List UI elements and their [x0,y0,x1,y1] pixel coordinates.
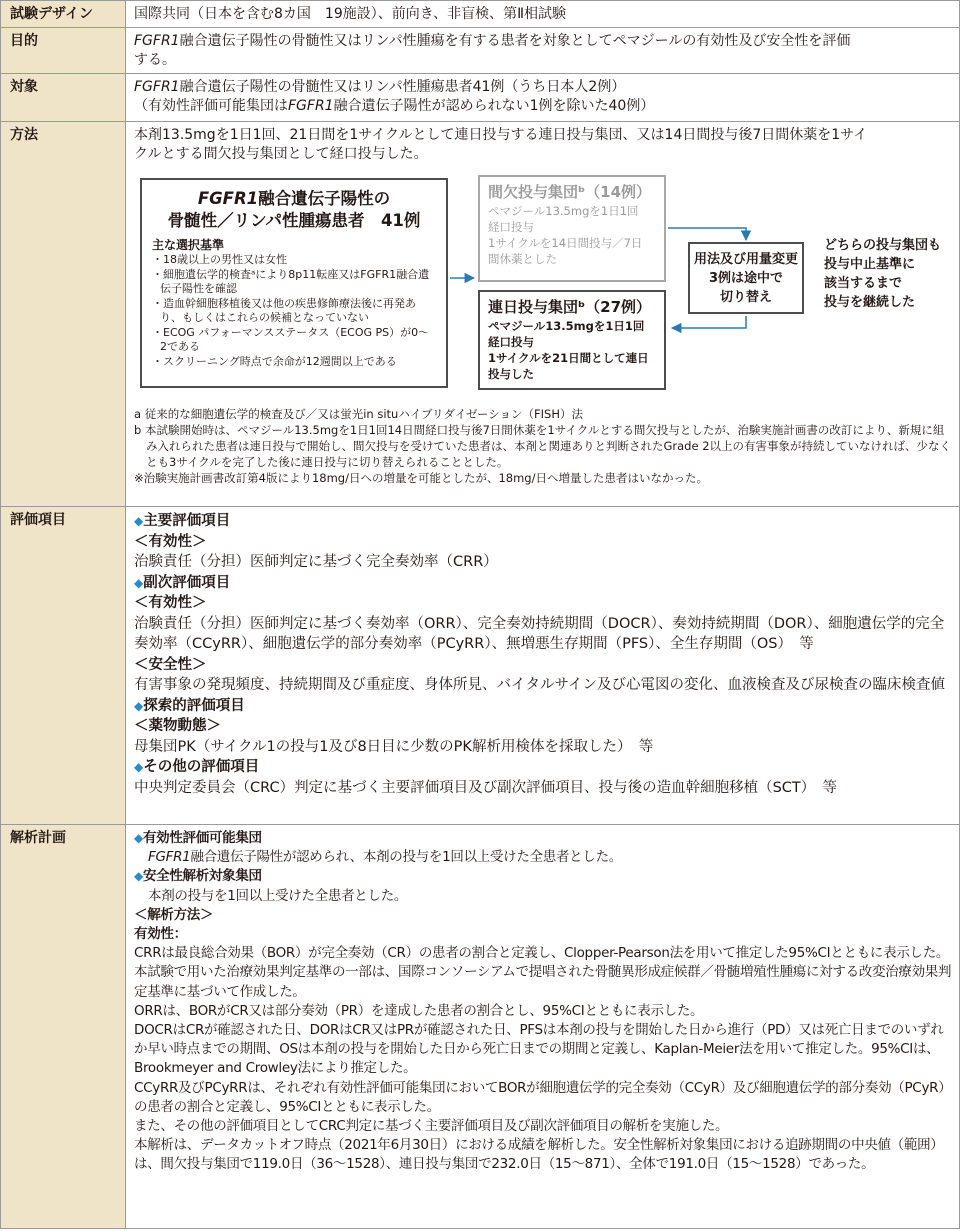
row-purpose [0,28,960,74]
switch-line: 切り替え [719,290,772,305]
population-title: 骨髄性／リンパ性腫瘍患者 41例 [167,211,421,230]
section-heading: 副次評価項目 [143,574,231,591]
subjects-line: 融合遺伝子陽性の骨髄性又はリンパ性腫瘍患者41例（うち日本人2例） [179,79,626,95]
endpoint-text: 治験責任（分担）医師判定に基づく完全奏効率（CRR） [134,554,498,570]
endpoints-content [126,507,960,824]
row-subjects [0,74,960,122]
design-text: 国際共同（日本を含む8カ国 19施設）、前向き、非盲検、第Ⅱ相試験 [126,1,960,27]
diamond-icon: ◆ [134,760,144,774]
population-text: 本剤の投与を1回以上受けた全患者とした。 [148,887,408,904]
row-label: 方法 [0,122,126,506]
group-line: ペマジール13.5mgを1日1回 [488,319,645,333]
analysis-paragraph: 本解析は、データカットオフ時点（2021年6月30日）における成績を解析した。安全性解析対象集団における追跡期間の中央値（範囲）は、間欠投与集団で119.0日（36～1528）、連日投与集団で232.0日（15～871）、全体で191.0日（15～1528）であった。 [134,1137,944,1173]
group-line: 1サイクルを14日間投与／7日 [488,236,643,250]
group-line: 間休薬とした [488,252,557,266]
footnotes [134,406,953,486]
sub-heading: 有効性： [134,926,187,943]
intermittent-group-box [478,175,666,282]
diamond-icon: ◆ [134,869,143,884]
criteria-item: ・造血幹細胞移植後又は他の疾患修飾療法後に再発あり、もしくはこれらの候補となっていない [152,296,416,324]
row-design [0,1,960,28]
criteria-list [152,253,436,369]
group-line: 投与した [488,367,534,381]
purpose-line: する。 [134,52,176,68]
continuous-group-box [478,290,666,390]
note-line: 投与中止基準に [824,257,916,272]
arrow-to-continuous [672,316,746,328]
gene-name: FGFR1 [288,98,334,114]
section-heading: その他の評価項目 [143,759,260,775]
patient-population-box [140,178,448,388]
note-line: 該当するまで [824,276,903,291]
note-line: 投与を継続した [824,295,916,310]
row-label: 目的 [0,28,126,73]
criteria-item: ・スクリーニング時点で余命が12週間以上である [152,354,397,368]
criteria-item: ・細胞遺伝学的検査ᵃにより8p11転座又はFGFR1融合遺伝子陽性を確認 [152,267,430,295]
arrow-to-switch [668,228,746,240]
criteria-heading: 主な選択基準 [152,238,225,252]
sub-heading: ＜安全性＞ [134,656,207,673]
group-line: ペマジール13.5mgを1日1回 [488,204,639,218]
analysis-paragraph: CRRは最良総合効果（BOR）が完全奏効（CR）の患者の割合と定義し、Clopper-Pearson法を用いて推定した95%CIとともに表示した。本試験で用いた治療効果判定基準の一部は、国際コンソーシアムで提唱された骨髄異形成症候群／骨髄増殖性腫瘍に対する改変治療効果判定基準に基づいて作成した。 [134,945,952,1000]
sub-heading: ＜有効性＞ [134,533,207,550]
sub-heading: ＜有効性＞ [134,595,207,611]
subjects-text [126,74,960,121]
gene-name: FGFR1 [197,189,259,208]
population-title [152,188,436,210]
analysis-paragraph: ORRは、BORがCR又は部分奏効（PR）を達成した患者の割合とし、95%CIとともに表示した。 [134,1002,704,1019]
gene-name: FGFR1 [148,849,191,866]
row-label: 試験デザイン [0,1,126,27]
purpose-text [126,28,960,73]
row-analysis [0,825,960,1229]
study-flow-diagram [134,174,953,402]
row-method [0,122,960,507]
title-line: 融合遺伝子陽性の [258,189,391,208]
section-heading: 主要評価項目 [143,513,231,529]
gene-name: FGFR1 [134,79,180,95]
subjects-line: 融合遺伝子陽性が認められない1例を除いた40例） [333,98,655,114]
method-line: 本剤13.5mgを1日1回、21日間を1サイクルとして連日投与する連日投与集団、又は14日間投与後7日間休薬を1サイ [134,127,868,143]
analysis-paragraph: また、その他の評価項目としてCRC判定に基づく主要評価項目及び副次評価項目の解析を実施した。 [134,1118,729,1135]
analysis-content [126,825,960,1228]
footnote-star: ※治験実施計画書改訂第4版により18mg/日への増量を可能としたが、18mg/日へ増量した患者はいなかった。 [134,471,708,485]
diamond-icon: ◆ [134,831,143,845]
section-heading: 有効性評価可能集団 [142,830,262,846]
endpoint-text: 治験責任（分担）医師判定に基づく奏効率（ORR）、完全奏効持続期間（DOCR）、奏効持続期間（DOR）、細胞遺伝学的完全奏効率（CCyRR）、細胞遺伝学的部分奏効率（PCyRR）、無増悪生存期間（PFS）、全生存期間（OS） 等 [134,615,945,652]
analysis-paragraph: CCyRR及びPCyRRは、それぞれ有効性評価可能集団においてBORが細胞遺伝学的完全奏効（CCyR）及び細胞遺伝学的部分奏効（PCyR）の患者の割合と定義し、95%CIとともに表示した。 [134,1079,952,1115]
diamond-icon: ◆ [134,698,144,713]
purpose-line: 融合遺伝子陽性の骨髄性又はリンパ性腫瘍を有する患者を対象としてペマジールの有効性及び安全性を評価 [179,33,851,49]
group-title: 間欠投与集団ᵇ（14例） [488,183,652,201]
continuation-note [824,236,941,312]
note-line: どちらの投与集団も [824,238,942,253]
section-heading: 探索的評価項目 [143,697,245,714]
subjects-line: （有効性評価可能集団は [134,98,288,114]
sub-heading: ＜解析方法＞ [134,906,214,923]
group-line: 1サイクルを21日間として連日 [488,351,649,365]
row-endpoints [0,507,960,825]
diamond-icon: ◆ [134,514,144,528]
switch-line: 3例は途中で [708,271,784,286]
criteria-item: ・18歳以上の男性又は女性 [152,253,287,266]
method-line: クルとする間欠投与集団として経口投与した。 [134,146,428,162]
population-text: 融合遺伝子陽性が認められ、本剤の投与を1回以上受けた全患者とした。 [190,849,622,866]
footnote-b: b 本試験開始時は、ペマジール13.5mgを1日1回14日間経口投与後7日間休薬を1サイクルとする間欠投与としたが、治験実施計画書の改訂により、新規に組み入れられた患者は連日投与で開始し、間欠投与を受けていた患者は、本剤と関連ありと判断されたGrade 2以上の有害事象が持続していなければ、少なくとも3サイクルを完了した後に連日投与に切り替えられることとした。 [134,423,952,469]
dose-switch-box [688,242,804,314]
endpoint-text: 母集団PK（サイクル1の投与1及び8日目に少数のPK解析用検体を採取した） 等 [134,738,654,755]
footnote-a: a 従来的な細胞遺伝学的検査及び／又は蛍光in situハイブリダイゼーション（FISH）法 [134,407,583,421]
group-line: 経口投与 [488,220,534,234]
row-label: 評価項目 [0,507,126,824]
row-label: 解析計画 [0,825,126,1228]
endpoint-text: 中央判定委員会（CRC）判定に基づく主要評価項目及び副次評価項目、投与後の造血幹細胞移植（SCT） 等 [134,779,838,796]
group-line: 経口投与 [488,335,534,349]
gene-name: FGFR1 [134,33,180,49]
criteria-item: ・ECOG パフォーマンスステータス（ECOG PS）が0～2である [152,325,430,353]
analysis-paragraph: DOCRはCRが確認された日、DORはCR又はPRが確認された日、PFSは本剤の投与を開始した日から進行（PD）又は死亡日までのいずれか早い時点までの期間、OSは本剤の投与を開始した日から死亡日までの期間と定義し、Kaplan-Meier法を用いて推定した。95%CIは、Brookmeyer and Crowley法により推定した。 [134,1022,944,1077]
method-content [126,122,960,506]
sub-heading: ＜薬物動態＞ [134,718,221,734]
section-heading: 安全性解析対象集団 [142,868,262,885]
row-label: 対象 [0,74,126,121]
switch-line: 用法及び用量変更 [693,252,798,267]
diamond-icon: ◆ [134,575,144,590]
group-title: 連日投与集団ᵇ（27例） [488,298,652,316]
endpoint-text: 有害事象の発現頻度、持続期間及び重症度、身体所見、バイタルサイン及び心電図の変化、血液検査及び尿検査の臨床検査値 [134,677,945,693]
